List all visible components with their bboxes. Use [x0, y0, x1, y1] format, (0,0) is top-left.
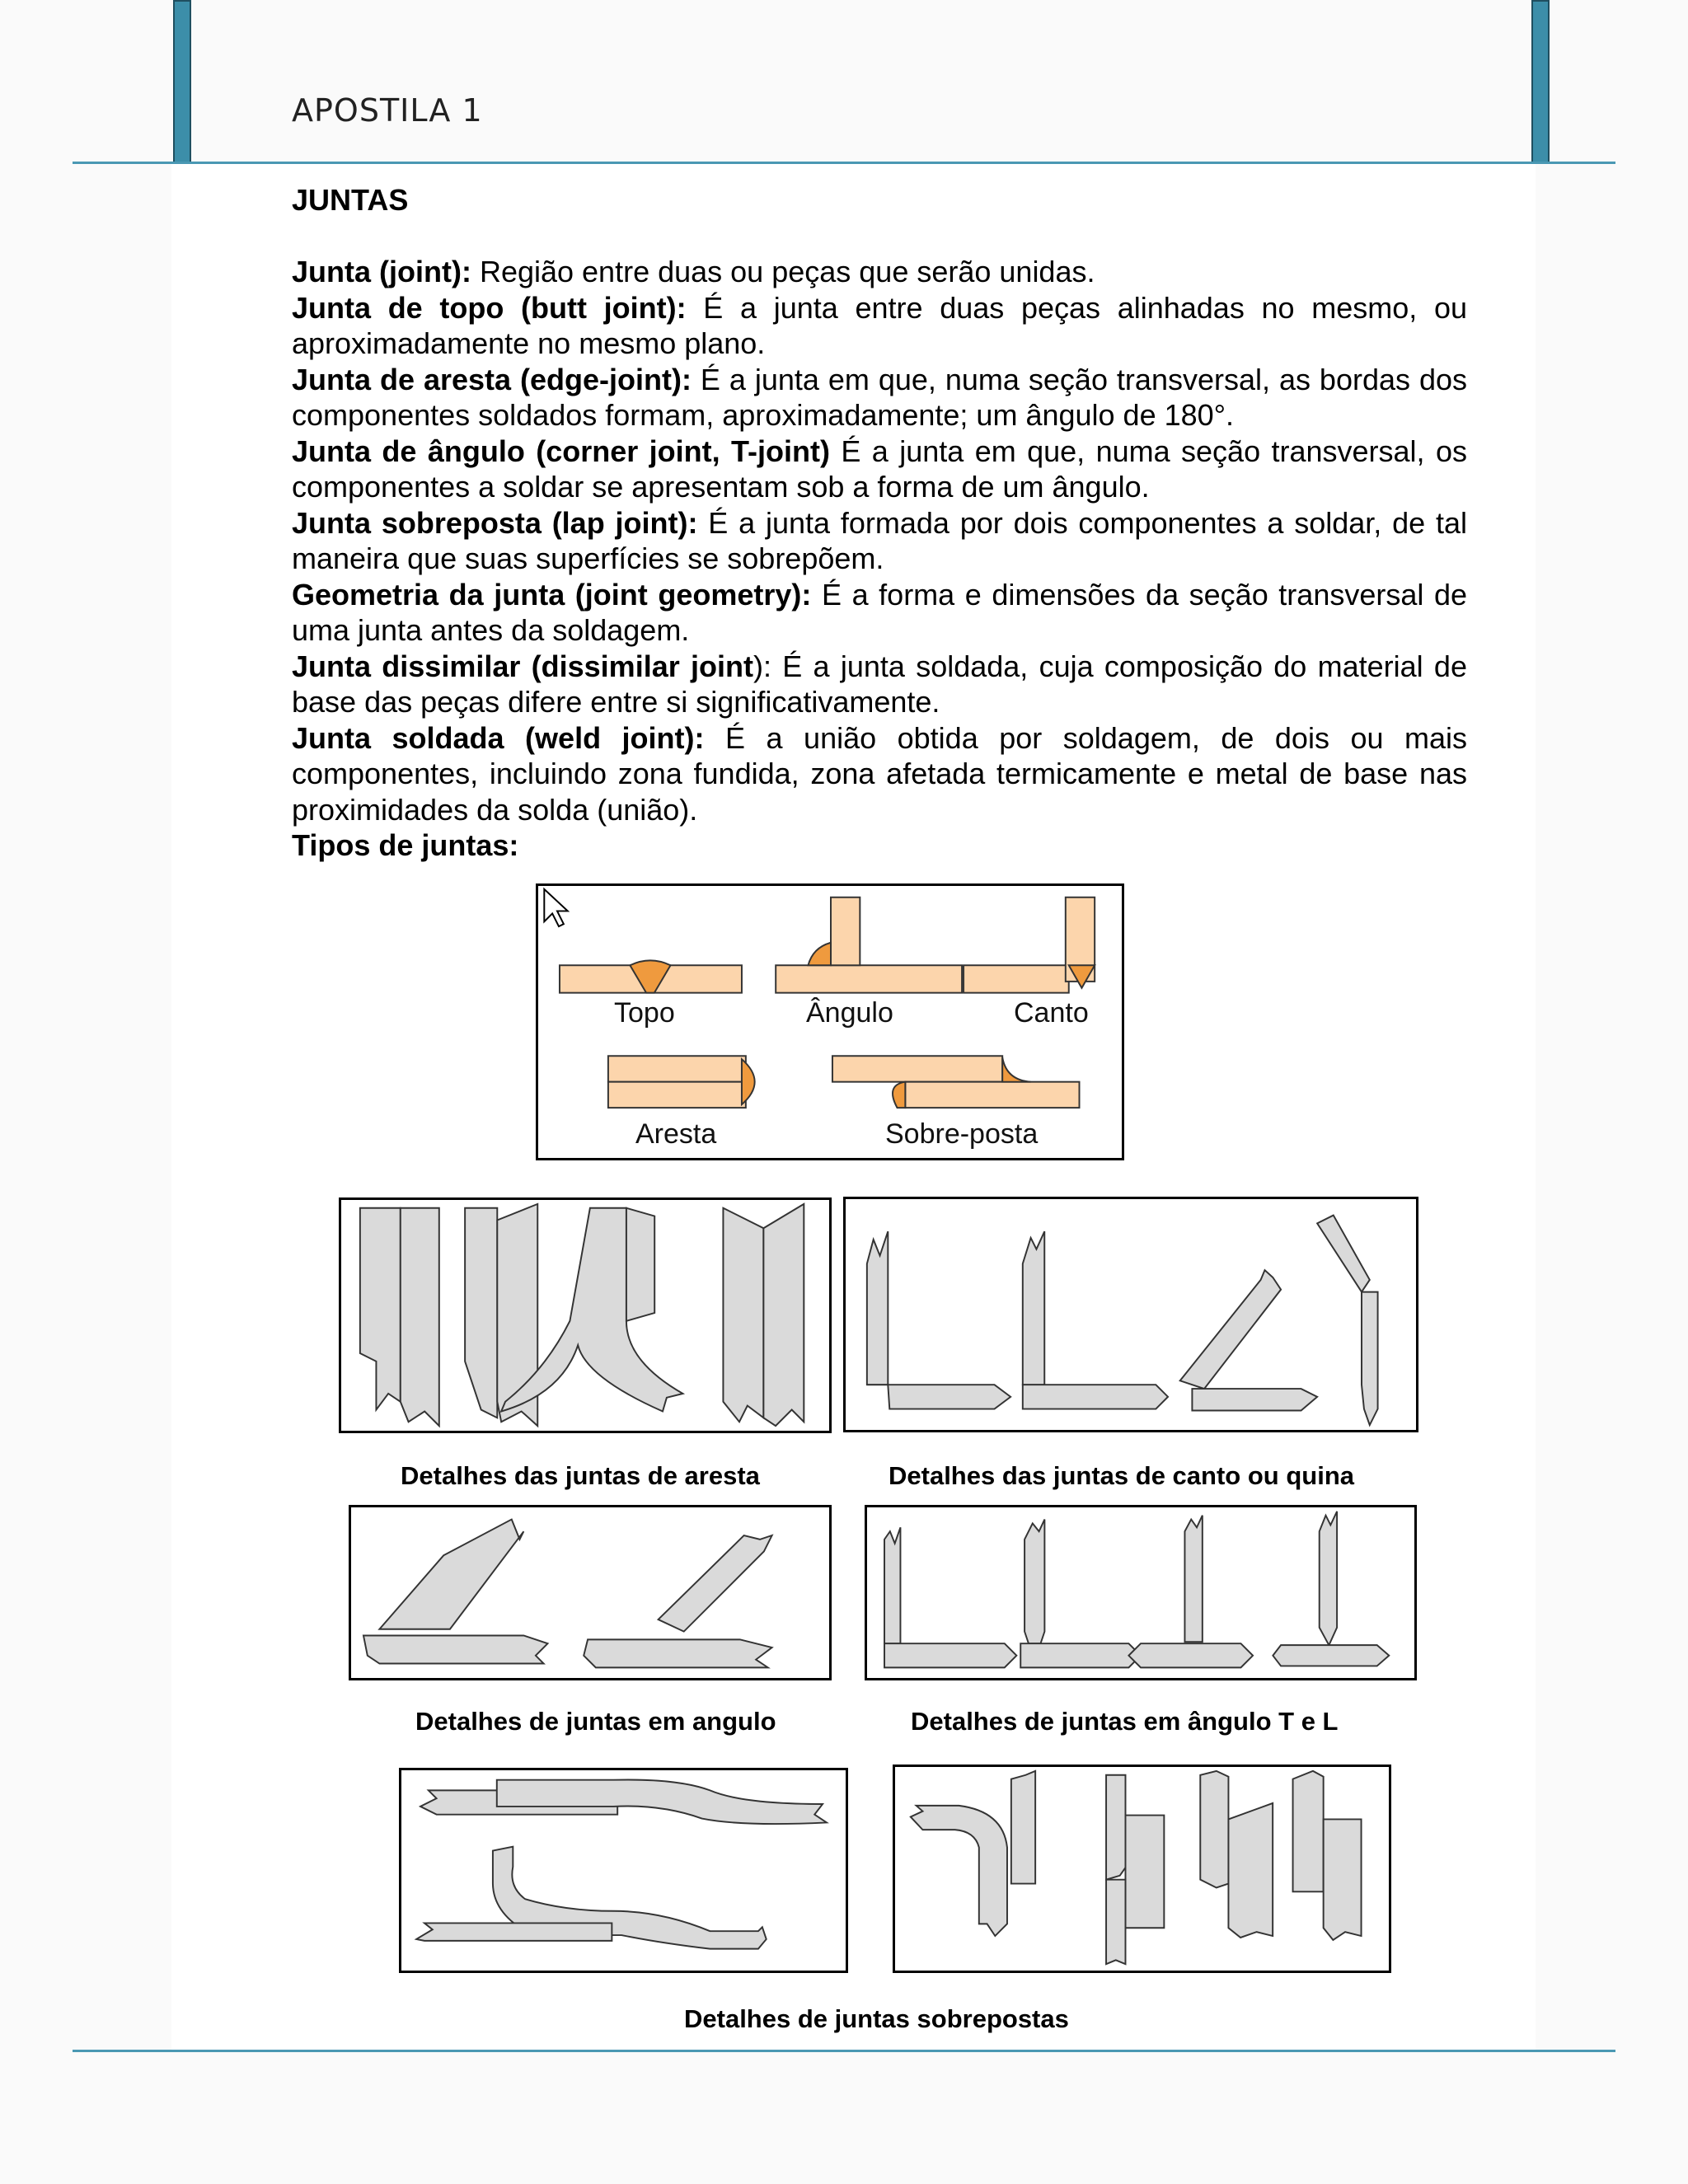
- caption-canto: Detalhes das juntas de canto ou quina: [889, 1461, 1354, 1490]
- definition-text: É a junta em que, numa seção transversal, os componentes a soldar se apresentam sob a forma de um ângulo.: [292, 434, 1467, 504]
- left-sidebar-bar: [173, 0, 191, 163]
- t-and-l-joints-illustration: [867, 1507, 1414, 1678]
- footer-rule: [73, 2050, 1615, 2052]
- angle-joints-illustration: [351, 1507, 829, 1678]
- definition-joint: [292, 254, 1467, 290]
- butt-joint-drawing: [560, 960, 742, 992]
- definition-text: É a união obtida por soldagem, de dois ou mais componentes, incluindo zona fundida, zona afetada termicamente e metal de base nas proximidades da solda (união).: [292, 720, 1467, 827]
- t-joint-drawing: [776, 898, 962, 993]
- definition-text: É a forma e dimensões da seção transversal de uma junta antes da soldagem.: [292, 577, 1467, 647]
- lap-joints-left-illustration: [401, 1770, 846, 1971]
- edge-joints-illustration: [341, 1200, 829, 1431]
- t-and-l-joints-figure: [865, 1505, 1417, 1680]
- lap-joint-drawing: [832, 1056, 1080, 1108]
- term: Junta de aresta (edge-joint):: [292, 362, 692, 396]
- term: Junta dissimilar (dissimilar joint: [292, 649, 753, 683]
- label-topo: Topo: [614, 997, 675, 1029]
- types-heading: Tipos de juntas:: [292, 828, 519, 862]
- lap-joints-figure-right: [893, 1765, 1391, 1973]
- definition-corner-joint: [292, 434, 1467, 505]
- definition-weld-joint: [292, 720, 1467, 828]
- corner-joint-drawing: [964, 898, 1095, 993]
- mouse-cursor-icon: [544, 889, 567, 926]
- definition-text: É a junta formada por dois componentes a soldar, de tal maneira que suas superfícies se sobrepõem.: [292, 505, 1467, 575]
- definition-text: É a junta em que, numa seção transversal, as bordas dos componentes soldados formam, aproximadamente; um ângulo de 180°.: [292, 362, 1468, 432]
- term: Junta (joint):: [292, 255, 471, 288]
- definition-edge-joint: [292, 362, 1467, 434]
- definition-dissimilar-joint: [292, 649, 1467, 720]
- lap-joints-right-illustration: [895, 1767, 1389, 1971]
- caption-angulo: Detalhes de juntas em angulo: [415, 1707, 776, 1736]
- term: Junta soldada (weld joint):: [292, 720, 705, 755]
- joint-types-figure: [536, 883, 1124, 1160]
- definition-lap-joint: [292, 505, 1467, 577]
- term: Junta de topo (butt joint):: [292, 290, 687, 325]
- term: Junta sobreposta (lap joint):: [292, 505, 698, 540]
- definition-text: Região entre duas ou peças que serão unidas.: [471, 255, 1095, 288]
- definition-text: É a junta entre duas peças alinhadas no mesmo, ou aproximadamente no mesmo plano.: [292, 290, 1467, 360]
- definition-joint-geometry: [292, 577, 1467, 649]
- caption-aresta: Detalhes das juntas de aresta: [401, 1461, 760, 1490]
- edge-joint-drawing: [608, 1056, 755, 1108]
- definitions-list: [292, 254, 1467, 864]
- caption-angulo-tl: Detalhes de juntas em ângulo T e L: [911, 1707, 1339, 1736]
- label-sobreposta: Sobre-posta: [885, 1118, 1039, 1150]
- header-rule: [73, 162, 1615, 164]
- lap-joints-figure-left: [399, 1768, 848, 1973]
- term: Geometria da junta (joint geometry):: [292, 577, 812, 612]
- definition-text: ): É a junta soldada, cuja composição do material de base das peças difere entre si significativamente.: [292, 649, 1467, 719]
- label-angulo: Ângulo: [806, 997, 893, 1029]
- section-title: JUNTAS: [292, 183, 409, 217]
- right-sidebar-bar: [1531, 0, 1550, 163]
- term: Junta de ângulo (corner joint, T-joint): [292, 434, 830, 468]
- corner-joints-illustration: [846, 1199, 1416, 1430]
- definition-butt-joint: [292, 290, 1467, 362]
- document-header-title: APOSTILA 1: [292, 92, 483, 129]
- caption-sobrepostas: Detalhes de juntas sobrepostas: [684, 2004, 1069, 2033]
- label-aresta: Aresta: [635, 1118, 717, 1150]
- angle-joints-figure: [349, 1505, 832, 1680]
- corner-joints-figure: [843, 1197, 1418, 1432]
- edge-joints-figure: [339, 1197, 832, 1433]
- label-canto: Canto: [1014, 997, 1089, 1029]
